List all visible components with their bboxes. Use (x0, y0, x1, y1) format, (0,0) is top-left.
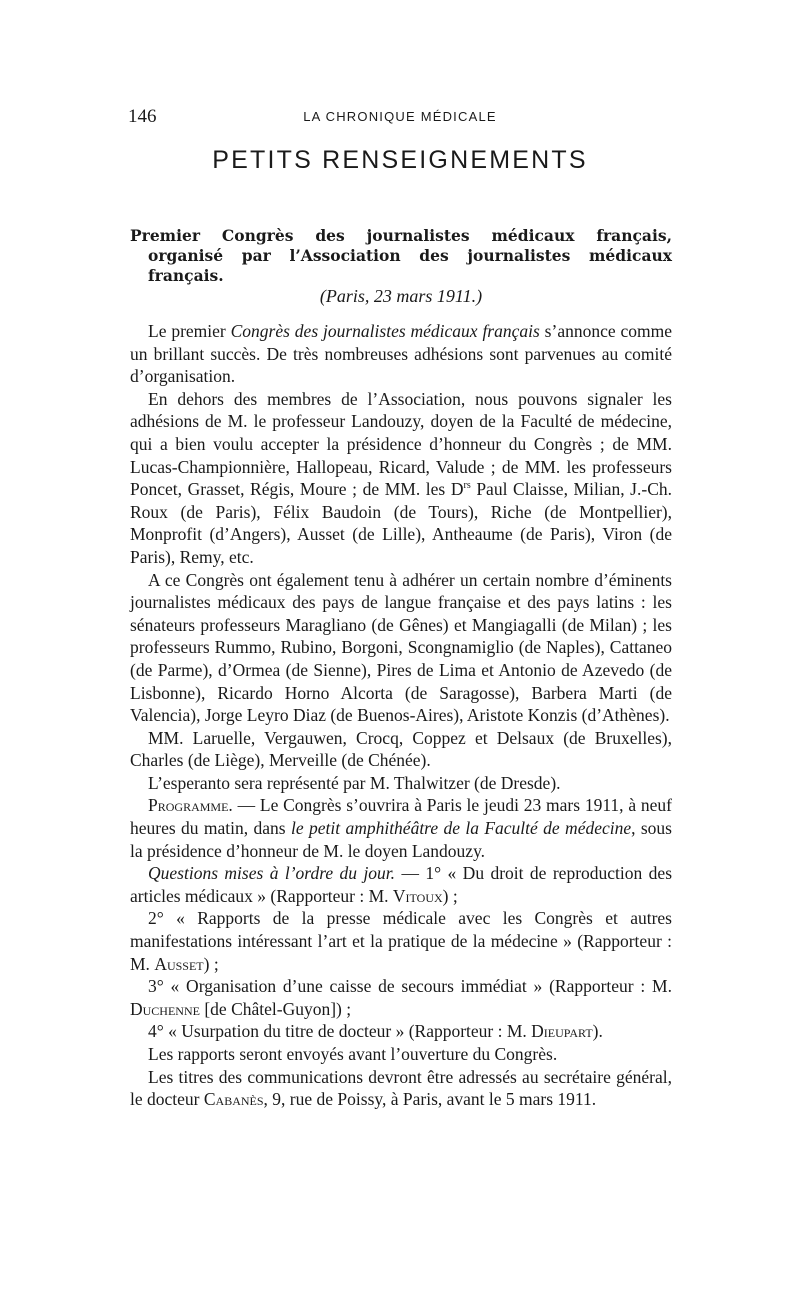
paragraph-foreign-journalists: A ce Congrès ont également tenu à adhérer un certain nombre d’éminents journalistes médicaux des pays de langue française et des pays latins : les sénateurs professeurs Maragliano (de Gênes) et Mangiagalli (de Milan) ; les professeurs Rummo, Rubino, Borgoni, Scongnamiglio (de Naples), Cattaneo (de Parme), d’Ormea (de Sienne), Pires de Lima et Antonio de Azevedo (de Lisbonne), Ricardo Horno Alcorta (de Saragosse), Barbera Marti (de Valencia), Jorge Leyro Diaz (de Buenos-Aires), Aristote Konzis (d’Athènes). (130, 569, 672, 726)
journal-title: LA CHRONIQUE MÉDICALE (303, 109, 497, 124)
paragraph-adhesions (130, 388, 672, 569)
text-run: En dehors des membres de l’Association, nous pouvons signaler les adhésions de M. le professeur Landouzy, doyen de la Faculté de médecine, qui a bien voulu accepter la présidence d’honneur du Congrès ; de MM. Lucas-Championnière, Hallopeau, Ricard, Valude ; de MM. les professeurs Poncet, Grasset, Régis, Moure ; de MM. les D (130, 388, 672, 500)
superscript: rs (463, 480, 471, 492)
article-body (130, 320, 672, 1111)
text-run: ) ; (203, 953, 219, 974)
dateline: (Paris, 23 mars 1911.) (319, 286, 483, 306)
text-run: ). (592, 1021, 603, 1042)
rapporteur-name: Ausset (154, 953, 204, 974)
paragraph-question-2 (130, 907, 672, 975)
paragraph-belgium: MM. Laruelle, Vergauwen, Crocq, Coppez et Delsaux (de Bruxelles), Charles (de Liège), Merveille (de Chénée). (130, 727, 672, 771)
text-run: , sous la présidence d’honneur de M. le doyen Landouzy. (130, 818, 672, 861)
programme-label: Programme. (148, 795, 233, 816)
section-title: PETITS RENSEIGNEMENTS (212, 146, 588, 174)
text-run: — Le Congrès s’ouvrira à Paris le jeudi 23 mars 1911, à neuf heures du matin, dans (130, 795, 672, 839)
article-heading-line: Premier Congrès des journalistes médicaux français, (130, 226, 672, 245)
page-number: 146 (128, 106, 157, 127)
article-heading-line: organisé par l’Association des journalistes médicaux (148, 246, 672, 265)
text-run: s’annonce comme un brillant succès. De très nombreuses adhésions sont parvenues au comité d’organisation. (130, 321, 673, 387)
venue: le petit amphithéâtre de la Faculté de médecine (290, 818, 632, 839)
rapporteur-name: Vitoux (392, 885, 443, 906)
paragraph-intro (130, 320, 672, 388)
text-run: [de Châtel-Guyon]) ; (199, 998, 352, 1019)
text-run: 2° « Rapports de la presse médicale avec les Congrès et autres manifestations intéressant l’art et la pratique de la médecine » (Rapporteur : M. (130, 908, 672, 974)
paragraph-programme (130, 794, 672, 862)
article-heading-line: français. (148, 266, 224, 285)
text-run: — 1° « Du droit de reproduction des articles médicaux » (Rapporteur : M. (130, 863, 672, 906)
paragraph-question-4 (130, 1020, 672, 1043)
running-head (128, 106, 672, 130)
paragraph-question-3 (130, 975, 672, 1020)
paragraph-question-1 (130, 862, 672, 907)
paragraph-reports: Les rapports seront envoyés avant l’ouverture du Congrès. (148, 1044, 558, 1064)
article-heading (130, 226, 672, 286)
text-run: ) ; (442, 885, 458, 906)
text-run: Paul Claisse, Milian, J.-Ch. Roux (de Paris), Félix Baudoin (de Tours), Riche (de Montpellier), Monprofit (d’Angers), Ausset (de Lille), Antheaume (de Paris), Viron (de Paris), Remy, etc. (130, 479, 672, 567)
rapporteur-name: Duchenne (130, 998, 200, 1019)
agenda-label: Questions mises à l’ordre du jour. (148, 863, 396, 884)
secretary-name: Cabanès (203, 1089, 264, 1110)
text-run: 3° « Organisation d’une caisse de secours immédiat » (Rapporteur : M. (148, 976, 672, 997)
paragraph-communications (130, 1066, 672, 1111)
text-run: Les titres des communications devront être adressés au secrétaire général, le docteur (130, 1066, 672, 1110)
text-run: 4° « Usurpation du titre de docteur » (Rapporteur : M. (148, 1021, 532, 1042)
text-run: Le premier (148, 321, 231, 341)
paragraph-esperanto: L’esperanto sera représenté par M. Thalwitzer (de Dresde). (148, 772, 561, 793)
rapporteur-name: Dieupart (531, 1021, 593, 1042)
congress-name: Congrès des journalistes médicaux français (230, 321, 540, 341)
text-run: , 9, rue de Poissy, à Paris, avant le 5 mars 1911. (263, 1089, 597, 1110)
